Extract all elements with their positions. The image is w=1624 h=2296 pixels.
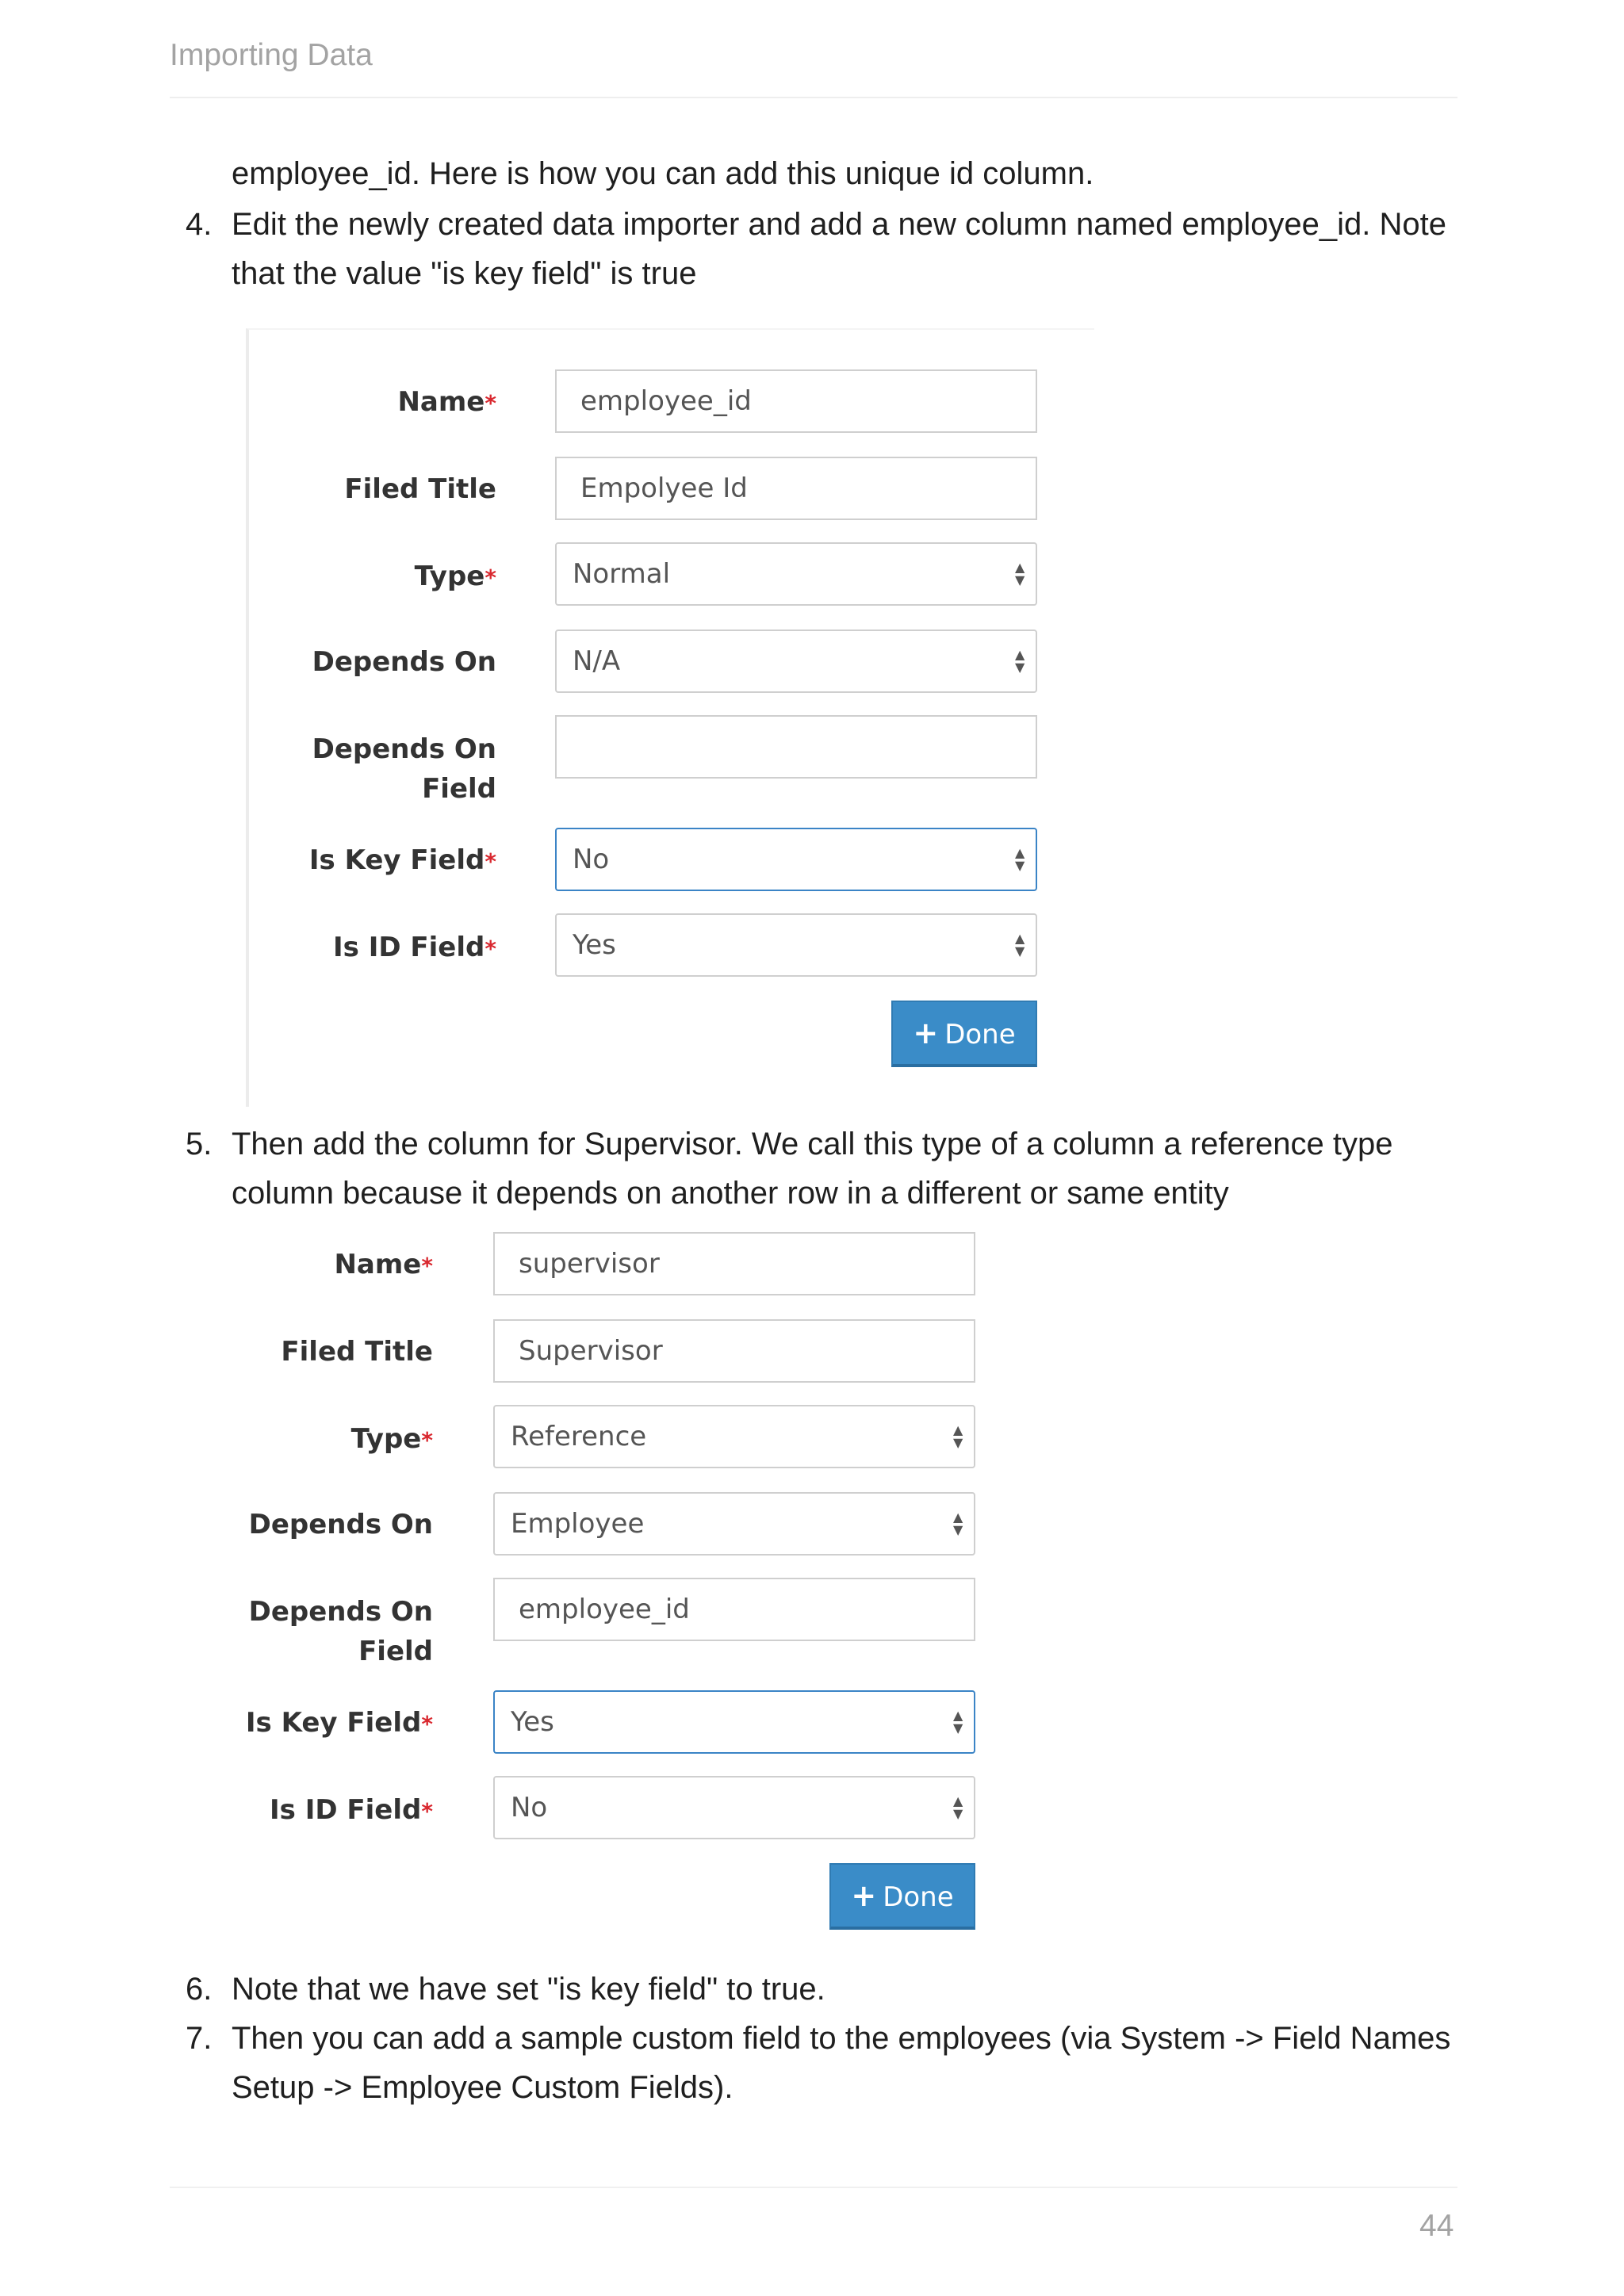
step-7-number: 7. [186, 2021, 213, 2056]
type-select-value: Reference [511, 1421, 647, 1452]
is-id-field-select[interactable] [493, 1776, 975, 1839]
step-5-line-2: column because it depends on another row in a different or same entity [232, 1176, 1229, 1211]
name-input[interactable]: supervisor [493, 1232, 975, 1295]
is-id-field-select-value: Yes [573, 929, 616, 961]
step-7-line-1: Then you can add a sample custom field to the employees (via System -> Field Names [232, 2021, 1451, 2056]
depends-on-select-value: Employee [511, 1508, 645, 1540]
page-header-title: Importing Data [170, 38, 373, 72]
done-button[interactable]: + Done [891, 1001, 1037, 1067]
type-select[interactable] [555, 542, 1037, 606]
step-7-line-2: Setup -> Employee Custom Fields). [232, 2070, 733, 2105]
field-title-input[interactable]: Supervisor [493, 1319, 975, 1383]
depends-on-field-label: Depends On Field [248, 1596, 433, 1667]
type-select[interactable] [493, 1405, 975, 1468]
select-arrows-icon: ▲ ▼ [1015, 931, 1025, 959]
required-asterisk: * [485, 564, 496, 591]
depends-on-label: Depends On [248, 1509, 433, 1540]
step-4-number: 4. [186, 207, 213, 242]
is-id-field-label: Is ID Field* [332, 932, 496, 963]
required-asterisk: * [421, 1711, 433, 1737]
is-key-field-select-value: No [573, 844, 610, 875]
step-5-number: 5. [186, 1127, 213, 1161]
name-input[interactable]: employee_id [555, 369, 1037, 433]
required-asterisk: * [485, 936, 496, 962]
required-asterisk: * [421, 1427, 433, 1453]
footer-divider [170, 2187, 1457, 2188]
is-id-field-select-value: No [511, 1792, 548, 1823]
depends-on-label: Depends On [312, 646, 496, 678]
depends-on-select[interactable] [555, 629, 1037, 693]
field-title-label: Filed Title [281, 1336, 433, 1368]
is-id-field-label: Is ID Field* [269, 1794, 433, 1826]
field-title-label: Filed Title [344, 473, 496, 505]
step-6-line-1: Note that we have set "is key field" to true. [232, 1972, 825, 2007]
select-arrows-icon: ▲ ▼ [1015, 560, 1025, 587]
header-divider [170, 97, 1457, 98]
step-6-number: 6. [186, 1972, 213, 2007]
name-label: Name* [397, 386, 496, 418]
select-arrows-icon: ▲ ▼ [1015, 647, 1025, 675]
step-4-line-2: that the value "is key field" is true [232, 256, 697, 291]
plus-icon: + [851, 1878, 877, 1913]
is-key-field-select[interactable] [493, 1690, 975, 1754]
type-select-value: Normal [573, 558, 671, 590]
is-key-field-select-value: Yes [511, 1706, 554, 1738]
depends-on-field-input[interactable] [555, 715, 1037, 779]
is-key-field-select[interactable] [555, 828, 1037, 891]
required-asterisk: * [421, 1798, 433, 1824]
is-key-field-label: Is Key Field* [308, 844, 496, 876]
select-arrows-icon: ▲ ▼ [953, 1422, 963, 1450]
select-arrows-icon: ▲ ▼ [953, 1793, 963, 1821]
depends-on-select[interactable] [493, 1492, 975, 1556]
depends-on-select-value: N/A [573, 645, 621, 677]
type-label: Type* [350, 1423, 433, 1455]
plus-icon: + [913, 1016, 939, 1050]
depends-on-field-label: Depends On Field [312, 733, 496, 805]
done-button[interactable]: + Done [829, 1863, 975, 1930]
is-key-field-label: Is Key Field* [245, 1707, 433, 1739]
select-arrows-icon: ▲ ▼ [953, 1510, 963, 1537]
type-label: Type* [414, 561, 496, 592]
select-arrows-icon: ▲ ▼ [953, 1708, 963, 1735]
is-id-field-select[interactable] [555, 913, 1037, 977]
depends-on-field-input[interactable]: employee_id [493, 1578, 975, 1641]
intro-text: employee_id. Here is how you can add this unique id column. [232, 156, 1094, 191]
select-arrows-icon: ▲ ▼ [1015, 845, 1025, 873]
required-asterisk: * [485, 390, 496, 416]
required-asterisk: * [485, 848, 496, 874]
name-label: Name* [334, 1249, 433, 1280]
step-4-line-1: Edit the newly created data importer and add a new column named employee_id. Note [232, 207, 1447, 242]
field-title-input[interactable]: Empolyee Id [555, 457, 1037, 520]
step-5-line-1: Then add the column for Supervisor. We call this type of a column a reference type [232, 1127, 1393, 1161]
page-number: 44 [1419, 2209, 1454, 2243]
required-asterisk: * [421, 1253, 433, 1279]
